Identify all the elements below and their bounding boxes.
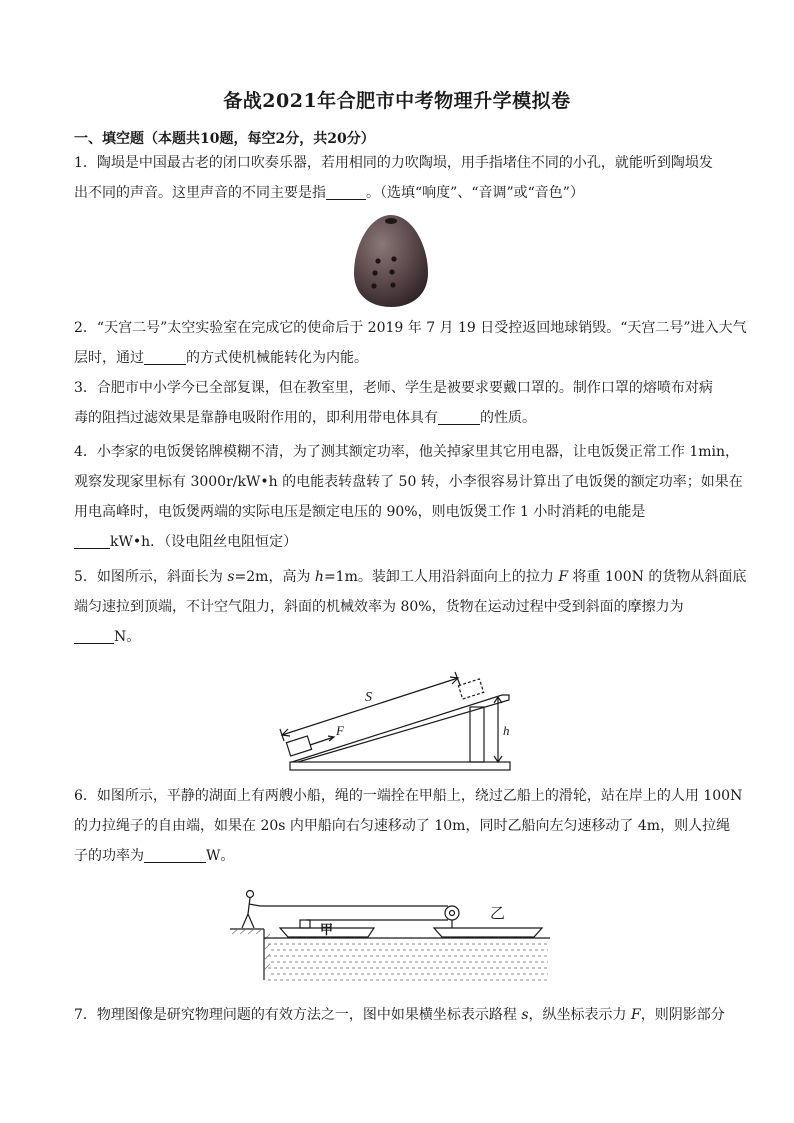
question-2 <box>74 313 747 373</box>
question-7 <box>74 1000 725 1030</box>
person-leg-right <box>248 914 254 928</box>
ground-base <box>290 762 510 770</box>
water-pattern <box>268 944 548 980</box>
force-arrow <box>310 737 334 745</box>
person-body <box>248 898 250 914</box>
q1-line-1: 1．陶埙是中国最古老的闭口吹奏乐器，若用相同的力吹陶埙，用手指堵住不同的小孔，就能听到陶埙发 <box>74 155 713 171</box>
label-boat-yi: 乙 <box>490 904 506 922</box>
length-dimension-line <box>282 678 458 735</box>
q4-line-2: 观察发现家里标有 3000r/kW•h 的电能表转盘转了 50 转，小李很容易计算出了电饭煲的额定功率；如果在 <box>74 474 743 490</box>
person-head <box>247 891 254 898</box>
boat-yi <box>434 928 542 937</box>
label-s: S <box>365 690 372 705</box>
q6-line-3: 子的功率为 W。 <box>74 848 235 864</box>
q6-line-2: 的力拉绳子的自由端，如果在 20s 内甲船向右匀速移动了 10m，同时乙船向左匀速移动了 4m，则人拉绳 <box>74 818 731 834</box>
label-boat-jia: 甲 <box>320 923 334 938</box>
pulley <box>445 906 459 920</box>
question-5 <box>74 562 747 652</box>
ocarina-figure <box>348 211 434 311</box>
answer-blank[interactable] <box>144 348 186 365</box>
boat-jia-post <box>300 920 310 928</box>
answer-blank[interactable] <box>438 408 480 425</box>
question-4 <box>74 437 743 557</box>
question-6 <box>74 781 743 871</box>
page-title: 备战2021年合肥市中考物理升学模拟卷 <box>223 90 571 112</box>
q5-line-3: N。 <box>74 622 722 652</box>
q4-line-1: 4．小李家的电饭煲铭牌模糊不清，为了测其额定功率，他关掉家里其它用电器，让电饭煲正常工作 1min， <box>74 444 740 460</box>
q3-line-1: 3．合肥市中小学今已全部复课，但在教室里，老师、学生是被要求要戴口罩的。制作口罩的熔喷布对病 <box>74 380 713 396</box>
q5-line-2: 端匀速拉到顶端，不计空气阻力，斜面的机械效率为 80%，货物在运动过程中受到斜面的摩擦力为 <box>74 599 684 615</box>
cargo-box <box>286 736 311 756</box>
cargo-box-top <box>458 679 483 699</box>
question-1 <box>74 148 722 208</box>
q4-line-3: 用电高峰时，电饭煲两端的实际电压是额定电压的 90%，则电饭煲工作 1 小时消耗的电能是 <box>74 504 646 520</box>
answer-blank[interactable] <box>326 183 366 200</box>
ocarina-mouthpiece <box>385 218 397 224</box>
person-arm <box>249 904 260 906</box>
q3-line-2: 毒的阻挡过滤效果是靠静电吸附作用的，即利用带电体具有 的性质。 <box>74 410 536 426</box>
q2-line-2: 层时，通过 的方式使机械能转化为内能。 <box>74 350 368 366</box>
incline-plank <box>292 695 509 762</box>
q4-line-4: kW•h．（设电阻丝电阻恒定） <box>74 527 722 557</box>
label-h: h <box>503 723 510 738</box>
answer-blank[interactable] <box>74 627 114 644</box>
label-f: F <box>336 723 344 738</box>
answer-blank[interactable] <box>144 846 206 863</box>
q7-line-1: 7．物理图像是研究物理问题的有效方法之一，图中如果横坐标表示路程 s，纵坐标表示力 F，则阴影部分 <box>74 1007 725 1023</box>
boats-figure <box>228 876 564 984</box>
ocarina-body <box>354 215 428 307</box>
q6-line-1: 6．如图所示，平静的湖面上有两艘小船，绳的一端拴在甲船上，绕过乙船上的滑轮，站在岸上的人用 100N <box>74 788 743 804</box>
q1-line-2: 出不同的声音。这里声音的不同主要是指 。（选填“响度”、“音调”或“音色”） <box>74 185 584 201</box>
section-heading: 一、填空题（本题共10题，每空2分，共20分） <box>74 131 375 147</box>
person-leg-left <box>242 914 248 928</box>
q2-line-1: 2．“天宫二号”太空实验室在完成它的使命后于 2019 年 7 月 19 日受控返回地球销毁。“天宫二号”进入大气 <box>74 320 747 336</box>
question-3 <box>74 373 722 433</box>
q5-line-1: 5．如图所示，斜面长为 s=2m，高为 h=1m。装卸工人用沿斜面向上的拉力 F 将重 100N 的货物从斜面底 <box>74 569 747 585</box>
answer-blank[interactable] <box>74 532 110 549</box>
support-post <box>470 707 484 762</box>
pulley-axle <box>450 911 455 916</box>
incline-figure <box>262 655 518 779</box>
